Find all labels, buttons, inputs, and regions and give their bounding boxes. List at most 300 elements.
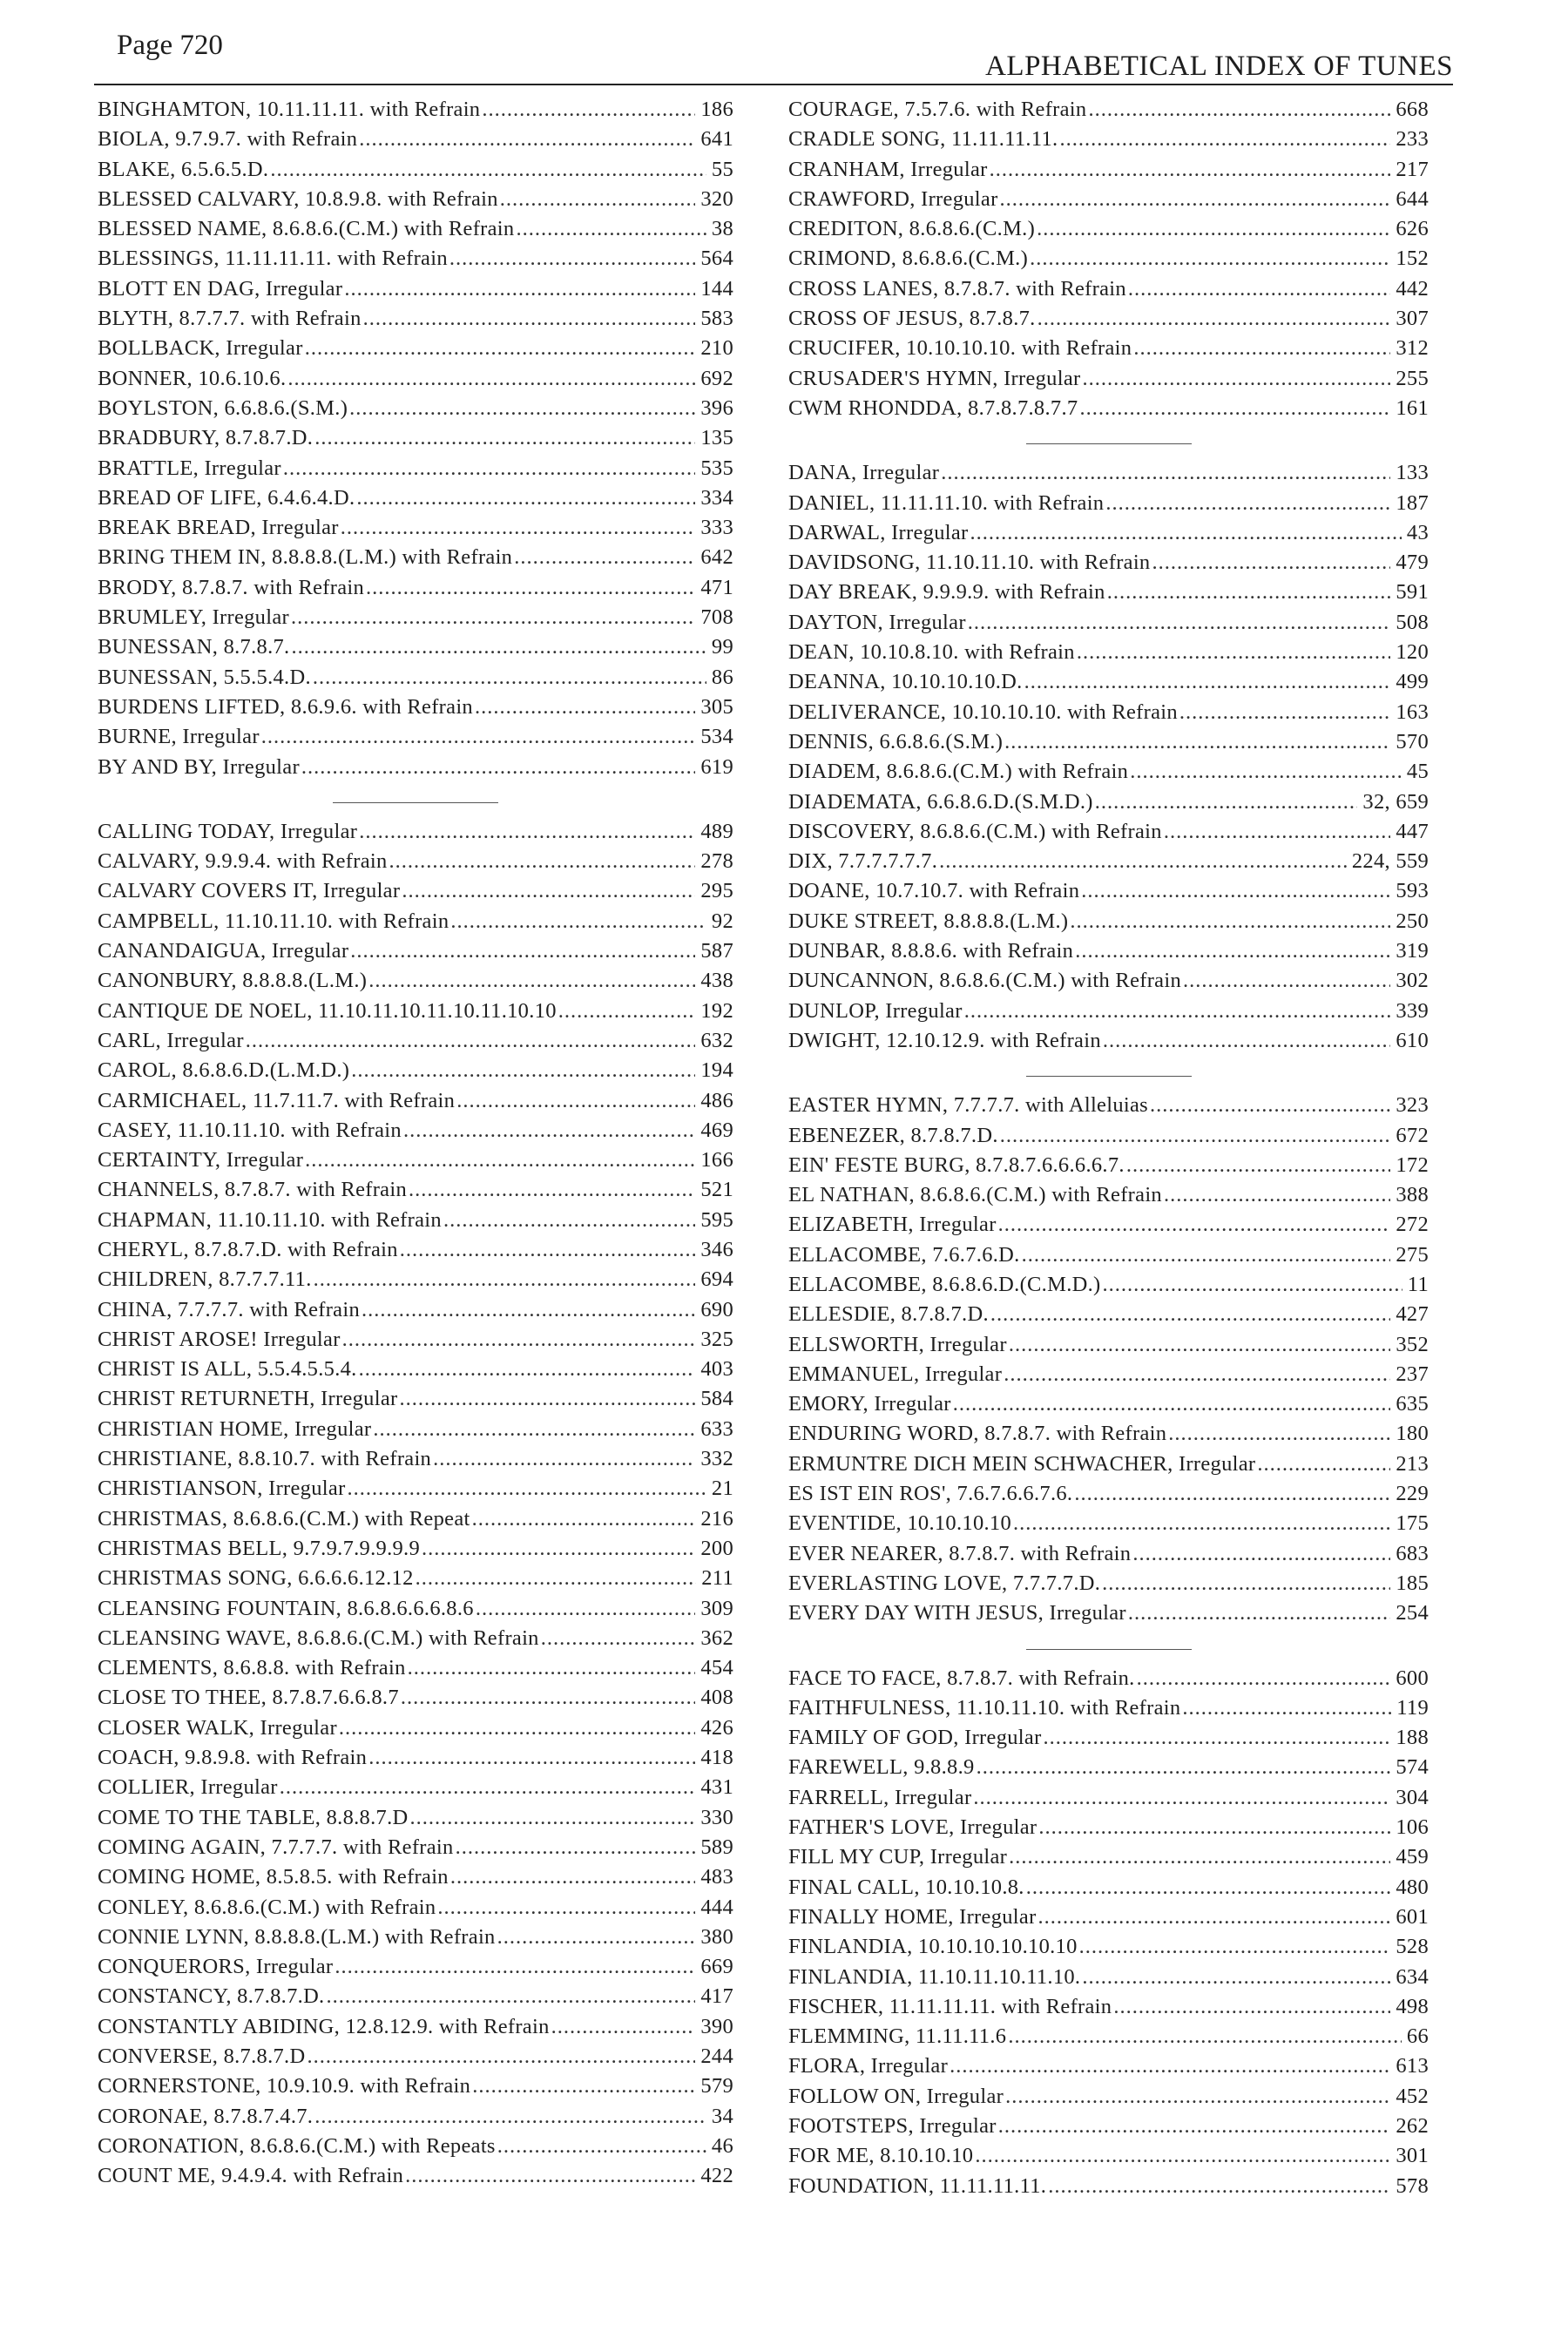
index-entry xyxy=(98,1597,733,1626)
tune-name: CRAWFORD, Irregular xyxy=(788,186,998,211)
dot-leader xyxy=(551,2015,696,2039)
index-entry xyxy=(98,545,733,575)
index-entry xyxy=(788,277,1429,307)
dot-leader xyxy=(449,247,695,271)
dot-leader xyxy=(1082,1965,1390,1990)
dot-leader xyxy=(359,127,695,152)
dot-leader xyxy=(270,158,706,182)
page-reference: 528 xyxy=(1396,1935,1429,1959)
index-entry xyxy=(788,127,1429,157)
index-entry xyxy=(98,187,733,217)
dot-leader xyxy=(998,1213,1391,1237)
dot-leader xyxy=(939,849,1347,874)
dot-leader xyxy=(516,217,706,241)
tune-name: FOOTSTEPS, Irregular xyxy=(788,2114,997,2138)
page-reference: 295 xyxy=(700,879,733,903)
index-entry xyxy=(788,1093,1429,1123)
dot-leader xyxy=(475,695,695,720)
dot-leader xyxy=(973,1786,1390,1810)
dot-leader xyxy=(1005,2085,1390,2109)
index-entry xyxy=(788,2085,1429,2114)
dot-leader xyxy=(1152,551,1390,575)
index-entry xyxy=(788,1995,1429,2024)
tune-name: EL NATHAN, 8.6.8.6.(C.M.) with Refrain xyxy=(788,1183,1162,1207)
index-entry xyxy=(98,820,733,849)
tune-name: BLESSINGS, 11.11.11.11. with Refrain xyxy=(98,247,448,271)
dot-leader xyxy=(401,1686,695,1710)
page-reference: 635 xyxy=(1396,1392,1429,1416)
dot-leader xyxy=(476,1597,696,1621)
dot-leader xyxy=(437,1896,695,1920)
tune-name: CONSTANTLY ABIDING, 12.8.12.9. with Refrain xyxy=(98,2014,550,2038)
index-entry xyxy=(788,461,1429,490)
tune-name: EVERLASTING LOVE, 7.7.7.7.D. xyxy=(788,1571,1101,1595)
tune-name: CARL, Irregular xyxy=(98,1028,244,1052)
tune-name: FOUNDATION, 11.11.11.11. xyxy=(788,2173,1047,2198)
tune-name: COUNT ME, 9.4.9.4. with Refrain xyxy=(98,2164,404,2188)
dot-leader xyxy=(1107,580,1391,605)
index-entry xyxy=(788,1965,1429,1995)
tune-name: CHRISTMAS SONG, 6.6.6.6.12.12 xyxy=(98,1566,414,1591)
tune-name: BURDENS LIFTED, 8.6.9.6. with Refrain xyxy=(98,694,473,719)
page-reference: 570 xyxy=(1396,729,1429,754)
page-reference: 144 xyxy=(700,276,733,301)
index-entry xyxy=(788,1845,1429,1875)
tune-name: DOANE, 10.7.10.7. with Refrain xyxy=(788,879,1080,903)
dot-leader xyxy=(456,1089,695,1113)
dot-leader xyxy=(500,187,696,212)
tune-name: CRADLE SONG, 11.11.11.11. xyxy=(788,127,1058,152)
tune-name: BLOTT EN DAG, Irregular xyxy=(98,276,343,301)
page-reference: 272 xyxy=(1396,1213,1429,1237)
tune-name: CHRISTIANE, 8.8.10.7. with Refrain xyxy=(98,1447,432,1471)
index-entry xyxy=(788,1153,1429,1183)
dot-leader xyxy=(472,2074,695,2099)
tune-name: CREDITON, 8.6.8.6.(C.M.) xyxy=(788,217,1036,241)
tune-name: BOYLSTON, 6.6.8.6.(S.M.) xyxy=(98,395,348,420)
page-reference: 192 xyxy=(700,998,733,1023)
tune-name: BURNE, Irregular xyxy=(98,725,260,749)
page-reference: 346 xyxy=(700,1237,733,1261)
page-reference: 613 xyxy=(1396,2054,1429,2078)
index-entry xyxy=(788,1124,1429,1153)
index-entry xyxy=(98,1746,733,1775)
page-reference: 309 xyxy=(700,1596,733,1620)
tune-name: CLOSER WALK, Irregular xyxy=(98,1715,337,1740)
index-entry xyxy=(788,187,1429,217)
tune-name: CRUCIFER, 10.10.10.10. with Refrain xyxy=(788,336,1132,361)
tune-name: DAVIDSONG, 11.10.11.10. with Refrain xyxy=(788,551,1151,575)
page-reference: 521 xyxy=(700,1178,733,1202)
index-entry xyxy=(788,1786,1429,1815)
page-reference: 255 xyxy=(1396,366,1429,390)
page-reference: 483 xyxy=(700,1865,733,1889)
index-entry xyxy=(788,396,1429,426)
tune-name: DENNIS, 6.6.8.6.(S.M.) xyxy=(788,729,1004,754)
page-reference: 591 xyxy=(1396,580,1429,605)
tune-name: CORONATION, 8.6.8.6.(C.M.) with Repeats xyxy=(98,2133,496,2158)
index-entry xyxy=(788,247,1429,276)
index-entry xyxy=(98,909,733,939)
dot-leader xyxy=(287,367,695,391)
tune-name: EVER NEARER, 8.7.8.7. with Refrain xyxy=(788,1541,1132,1565)
tune-name: DUNBAR, 8.8.8.6. with Refrain xyxy=(788,939,1074,963)
index-entry xyxy=(98,1537,733,1566)
dot-leader xyxy=(314,2105,706,2129)
tune-name: DEAN, 10.10.8.10. with Refrain xyxy=(788,640,1075,665)
page-reference: 408 xyxy=(700,1686,733,1710)
dot-leader xyxy=(1079,1935,1391,1959)
index-entry xyxy=(788,939,1429,969)
page-reference: 459 xyxy=(1396,1845,1429,1869)
page-reference: 320 xyxy=(700,186,733,211)
tune-name: FINLANDIA, 11.10.11.10.11.10. xyxy=(788,1964,1081,1989)
tune-name: BRATTLE, Irregular xyxy=(98,456,281,480)
page-reference: 262 xyxy=(1396,2114,1429,2138)
tune-name: CONVERSE, 8.7.8.7.D xyxy=(98,2044,306,2068)
page-reference: 304 xyxy=(1396,1785,1429,1809)
dot-leader xyxy=(1022,1243,1391,1267)
tune-name: FAREWELL, 9.8.8.9 xyxy=(788,1755,975,1780)
dot-leader xyxy=(341,516,696,540)
dot-leader xyxy=(1113,1995,1390,2019)
tune-name: BINGHAMTON, 10.11.11.11. with Refrain xyxy=(98,98,481,121)
page-reference: 672 xyxy=(1396,1123,1429,1147)
tune-name: EBENEZER, 8.7.8.7.D. xyxy=(788,1123,998,1147)
dot-leader xyxy=(408,1656,696,1680)
tune-name: CLEANSING FOUNTAIN, 8.6.8.6.6.6.8.6 xyxy=(98,1596,474,1620)
dot-leader xyxy=(314,426,695,450)
index-entry xyxy=(98,1387,733,1416)
dot-leader xyxy=(356,486,695,510)
dot-leader xyxy=(1137,1666,1391,1691)
page-reference: 213 xyxy=(1396,1451,1429,1476)
index-entry xyxy=(98,849,733,879)
index-entry xyxy=(788,1542,1429,1571)
tune-name: CHANNELS, 8.7.8.7. with Refrain xyxy=(98,1178,407,1202)
dot-leader xyxy=(307,2044,695,2069)
page-reference: 426 xyxy=(700,1715,733,1740)
dot-leader xyxy=(1128,277,1390,301)
index-entry xyxy=(788,2114,1429,2144)
dot-leader xyxy=(1009,1333,1391,1357)
page-reference: 244 xyxy=(700,2044,733,2068)
tune-name: DIADEM, 8.6.8.6.(C.M.) with Refrain xyxy=(788,760,1129,784)
page-header xyxy=(94,30,1453,85)
tune-name: EIN' FESTE BURG, 8.7.8.7.6.6.6.6.7. xyxy=(788,1152,1125,1177)
page-reference: 388 xyxy=(1396,1183,1429,1207)
index-entry xyxy=(98,879,733,909)
tune-name: BREAK BREAD, Irregular xyxy=(98,516,339,540)
page-reference: 229 xyxy=(1396,1482,1429,1506)
index-entry xyxy=(788,1815,1429,1845)
page-reference: 135 xyxy=(700,426,733,450)
index-entry xyxy=(98,1925,733,1955)
index-entry xyxy=(98,605,733,635)
index-entry xyxy=(98,755,733,785)
index-entry xyxy=(788,1392,1429,1422)
dot-leader xyxy=(368,1746,695,1770)
page-reference: 217 xyxy=(1396,157,1429,181)
dot-leader xyxy=(975,2144,1390,2168)
tune-name: CALLING TODAY, Irregular xyxy=(98,819,358,843)
index-entry xyxy=(98,247,733,276)
dot-leader xyxy=(409,1806,695,1830)
dot-leader xyxy=(1074,1482,1390,1506)
index-entry xyxy=(98,999,733,1029)
index-entry xyxy=(98,1029,733,1058)
dot-leader xyxy=(1038,1815,1390,1840)
page-reference: 431 xyxy=(700,1775,733,1800)
tune-name: BIOLA, 9.7.9.7. with Refrain xyxy=(98,127,358,152)
index-entry xyxy=(98,2164,733,2193)
index-entry xyxy=(788,760,1429,789)
index-entry xyxy=(788,2054,1429,2084)
index-entry xyxy=(788,217,1429,247)
tune-name: COACH, 9.8.9.8. with Refrain xyxy=(98,1746,368,1770)
index-entry xyxy=(98,396,733,426)
index-entry xyxy=(788,1183,1429,1213)
tune-name: CROSS OF JESUS, 8.7.8.7. xyxy=(788,307,1036,331)
index-entry xyxy=(788,1601,1429,1631)
index-entry xyxy=(98,1984,733,2014)
tune-name: EVERY DAY WITH JESUS, Irregular xyxy=(788,1601,1126,1625)
tune-name: FARRELL, Irregular xyxy=(788,1785,972,1809)
page-reference: 578 xyxy=(1396,2173,1429,2198)
dot-leader xyxy=(953,1392,1391,1416)
dot-leader xyxy=(1081,879,1390,903)
tune-name: DELIVERANCE, 10.10.10.10. with Refrain xyxy=(788,700,1178,724)
dot-leader xyxy=(348,1477,706,1501)
dot-leader xyxy=(1132,1542,1390,1566)
index-entry xyxy=(788,1362,1429,1392)
dot-leader xyxy=(368,969,695,993)
dot-leader xyxy=(1150,1093,1390,1118)
tune-name: DISCOVERY, 8.6.8.6.(C.M.) with Refrain xyxy=(788,819,1162,843)
tune-name: CHERYL, 8.7.8.7.D. with Refrain xyxy=(98,1237,398,1261)
index-entry xyxy=(98,1477,733,1506)
dot-leader xyxy=(1009,1845,1390,1869)
page-reference: 600 xyxy=(1396,1666,1429,1690)
page-reference: 469 xyxy=(700,1118,733,1142)
index-entry xyxy=(788,2144,1429,2173)
dot-leader xyxy=(1013,1511,1390,1536)
tune-name: CANONBURY, 8.8.8.8.(L.M.) xyxy=(98,969,368,993)
dot-leader xyxy=(359,1357,696,1382)
index-entry xyxy=(98,939,733,969)
tune-name: FAMILY OF GOD, Irregular xyxy=(788,1726,1042,1750)
tune-name: DANA, Irregular xyxy=(788,461,940,485)
tune-name: CHRIST AROSE! Irregular xyxy=(98,1327,341,1351)
page-reference: 172 xyxy=(1396,1152,1429,1177)
tune-name: DEANNA, 10.10.10.10.D. xyxy=(788,670,1023,694)
page-reference: 479 xyxy=(1396,551,1429,575)
dot-leader xyxy=(313,666,706,690)
letter-section-c xyxy=(98,820,733,2194)
dot-leader xyxy=(1105,491,1390,516)
index-entry xyxy=(788,820,1429,849)
index-entry xyxy=(788,1422,1429,1451)
tune-name: CHRIST RETURNETH, Irregular xyxy=(98,1387,398,1411)
page-reference: 92 xyxy=(711,909,733,933)
tune-name: CROSS LANES, 8.7.8.7. with Refrain xyxy=(788,276,1126,301)
index-entry xyxy=(98,367,733,396)
index-entry xyxy=(98,2134,733,2164)
page-reference: 683 xyxy=(1396,1541,1429,1565)
dot-leader xyxy=(342,1328,696,1352)
page-reference: 444 xyxy=(700,1895,733,1919)
tune-name: CLEMENTS, 8.6.8.8. with Refrain xyxy=(98,1656,406,1680)
page-reference: 564 xyxy=(700,247,733,271)
index-entry xyxy=(98,1208,733,1238)
dot-leader xyxy=(541,1626,696,1651)
index-entry xyxy=(98,1896,733,1925)
tune-name: DARWAL, Irregular xyxy=(788,520,969,544)
index-entry xyxy=(788,2024,1429,2054)
dot-leader xyxy=(964,999,1391,1024)
index-entry xyxy=(98,1507,733,1537)
tune-name: ES IST EIN ROS', 7.6.7.6.6.7.6. xyxy=(788,1482,1073,1506)
index-entry xyxy=(98,127,733,157)
index-entry xyxy=(98,1267,733,1297)
tune-name: DANIEL, 11.11.11.10. with Refrain xyxy=(788,490,1105,515)
tune-name: BOLLBACK, Irregular xyxy=(98,336,303,361)
index-entry xyxy=(98,1716,733,1746)
page-reference: 106 xyxy=(1396,1815,1429,1840)
page-reference: 692 xyxy=(700,366,733,390)
dot-leader xyxy=(990,158,1391,182)
index-entry xyxy=(788,1273,1429,1302)
page-reference: 175 xyxy=(1396,1511,1429,1536)
page-reference: 642 xyxy=(700,545,733,570)
index-entry xyxy=(98,1357,733,1387)
index-entry xyxy=(788,670,1429,700)
section-divider xyxy=(1026,443,1192,444)
index-entry xyxy=(98,516,733,545)
dot-leader xyxy=(291,605,695,630)
page-reference: 534 xyxy=(700,725,733,749)
tune-name: ELLSWORTH, Irregular xyxy=(788,1332,1007,1356)
page-reference: 669 xyxy=(700,1955,733,1979)
dot-leader xyxy=(366,576,695,600)
page-reference: 133 xyxy=(1396,461,1429,485)
dot-leader xyxy=(409,1178,695,1202)
page-reference: 278 xyxy=(700,849,733,874)
page-reference: 99 xyxy=(711,635,733,659)
dot-leader xyxy=(443,1208,695,1233)
right-column xyxy=(788,98,1429,2204)
tune-name: COME TO THE TABLE, 8.8.8.7.D xyxy=(98,1805,409,1829)
tune-name: CALVARY COVERS IT, Irregular xyxy=(98,879,401,903)
index-entry xyxy=(98,217,733,247)
index-entry xyxy=(98,1178,733,1207)
tune-name: ELLACOMBE, 8.6.8.6.D.(C.M.D.) xyxy=(788,1272,1101,1296)
page-reference: 633 xyxy=(700,1416,733,1441)
tune-name: BRING THEM IN, 8.8.8.8.(L.M.) with Refrain xyxy=(98,545,513,570)
dot-leader xyxy=(1048,2174,1390,2199)
index-entry xyxy=(98,695,733,725)
tune-name: ELIZABETH, Irregular xyxy=(788,1213,997,1237)
page-reference: 486 xyxy=(700,1088,733,1112)
tune-name: BLYTH, 8.7.7.7. with Refrain xyxy=(98,307,362,331)
dot-leader xyxy=(998,2114,1391,2139)
page-reference: 498 xyxy=(1396,1994,1429,2018)
dot-leader xyxy=(1130,760,1402,784)
dot-leader xyxy=(416,1566,697,1591)
dot-leader xyxy=(450,1865,695,1889)
letter-section-d xyxy=(788,461,1429,1058)
index-entry xyxy=(788,730,1429,760)
page-reference: 583 xyxy=(700,307,733,331)
page-reference: 11 xyxy=(1407,1272,1429,1296)
tune-name: BUNESSAN, 8.7.8.7. xyxy=(98,635,290,659)
index-entry xyxy=(788,551,1429,580)
page-reference: 200 xyxy=(700,1536,733,1560)
dot-leader xyxy=(363,307,696,331)
page-reference: 152 xyxy=(1396,247,1429,271)
dot-leader xyxy=(450,909,706,934)
tune-name: CALVARY, 9.9.9.4. with Refrain xyxy=(98,849,388,874)
index-entry xyxy=(788,1213,1429,1242)
page-reference: 489 xyxy=(700,819,733,843)
page-reference: 708 xyxy=(700,605,733,630)
tune-name: FISCHER, 11.11.11.11. with Refrain xyxy=(788,1994,1112,2018)
index-entry xyxy=(98,1775,733,1805)
dot-leader xyxy=(472,1507,696,1531)
index-entry xyxy=(98,336,733,366)
dot-leader xyxy=(400,1238,696,1262)
page-reference: 237 xyxy=(1396,1362,1429,1386)
page-reference: 574 xyxy=(1396,1755,1429,1780)
page-reference: 224, 559 xyxy=(1351,849,1429,874)
page-reference: 352 xyxy=(1396,1332,1429,1356)
page-reference: 595 xyxy=(700,1207,733,1232)
dot-leader xyxy=(1126,1153,1391,1178)
page-reference: 180 xyxy=(1396,1422,1429,1446)
page-reference: 480 xyxy=(1396,1875,1429,1899)
dot-leader xyxy=(941,461,1390,485)
dot-leader xyxy=(246,1029,696,1053)
page-reference: 166 xyxy=(700,1148,733,1173)
page-reference: 55 xyxy=(711,157,733,181)
tune-name: CORONAE, 8.7.8.7.4.7. xyxy=(98,2104,314,2128)
tune-name: CERTAINTY, Irregular xyxy=(98,1148,304,1173)
page-reference: 194 xyxy=(700,1058,733,1083)
tune-name: CLOSE TO THEE, 8.7.8.7.6.6.8.7 xyxy=(98,1686,399,1710)
tune-name: ERMUNTRE DICH MEIN SCHWACHER, Irregular xyxy=(788,1451,1256,1476)
tune-name: ELLACOMBE, 7.6.7.6.D. xyxy=(788,1242,1020,1267)
tune-name: CAMPBELL, 11.10.11.10. with Refrain xyxy=(98,909,449,933)
index-entry xyxy=(788,909,1429,939)
tune-name: CRANHAM, Irregular xyxy=(788,157,988,181)
tune-name: BONNER, 10.6.10.6. xyxy=(98,366,287,390)
index-title: ALPHABETICAL INDEX OF TUNES xyxy=(985,51,1453,82)
dot-leader xyxy=(497,2134,706,2159)
page-reference: 634 xyxy=(1396,1964,1429,1989)
page-reference: 452 xyxy=(1396,2084,1429,2108)
page-reference: 216 xyxy=(700,1506,733,1531)
index-entry xyxy=(98,1626,733,1656)
index-entry xyxy=(788,367,1429,396)
index-entry xyxy=(98,426,733,456)
dot-leader xyxy=(1038,1905,1391,1930)
tune-name: FOR ME, 8.10.10.10 xyxy=(788,2144,974,2168)
page-reference: 641 xyxy=(700,127,733,152)
page-reference: 187 xyxy=(1396,490,1429,515)
tune-name: DAY BREAK, 9.9.9.9. with Refrain xyxy=(788,580,1105,605)
tune-name: CONQUERORS, Irregular xyxy=(98,1955,334,1979)
tune-name: DUNLOP, Irregular xyxy=(788,998,963,1023)
